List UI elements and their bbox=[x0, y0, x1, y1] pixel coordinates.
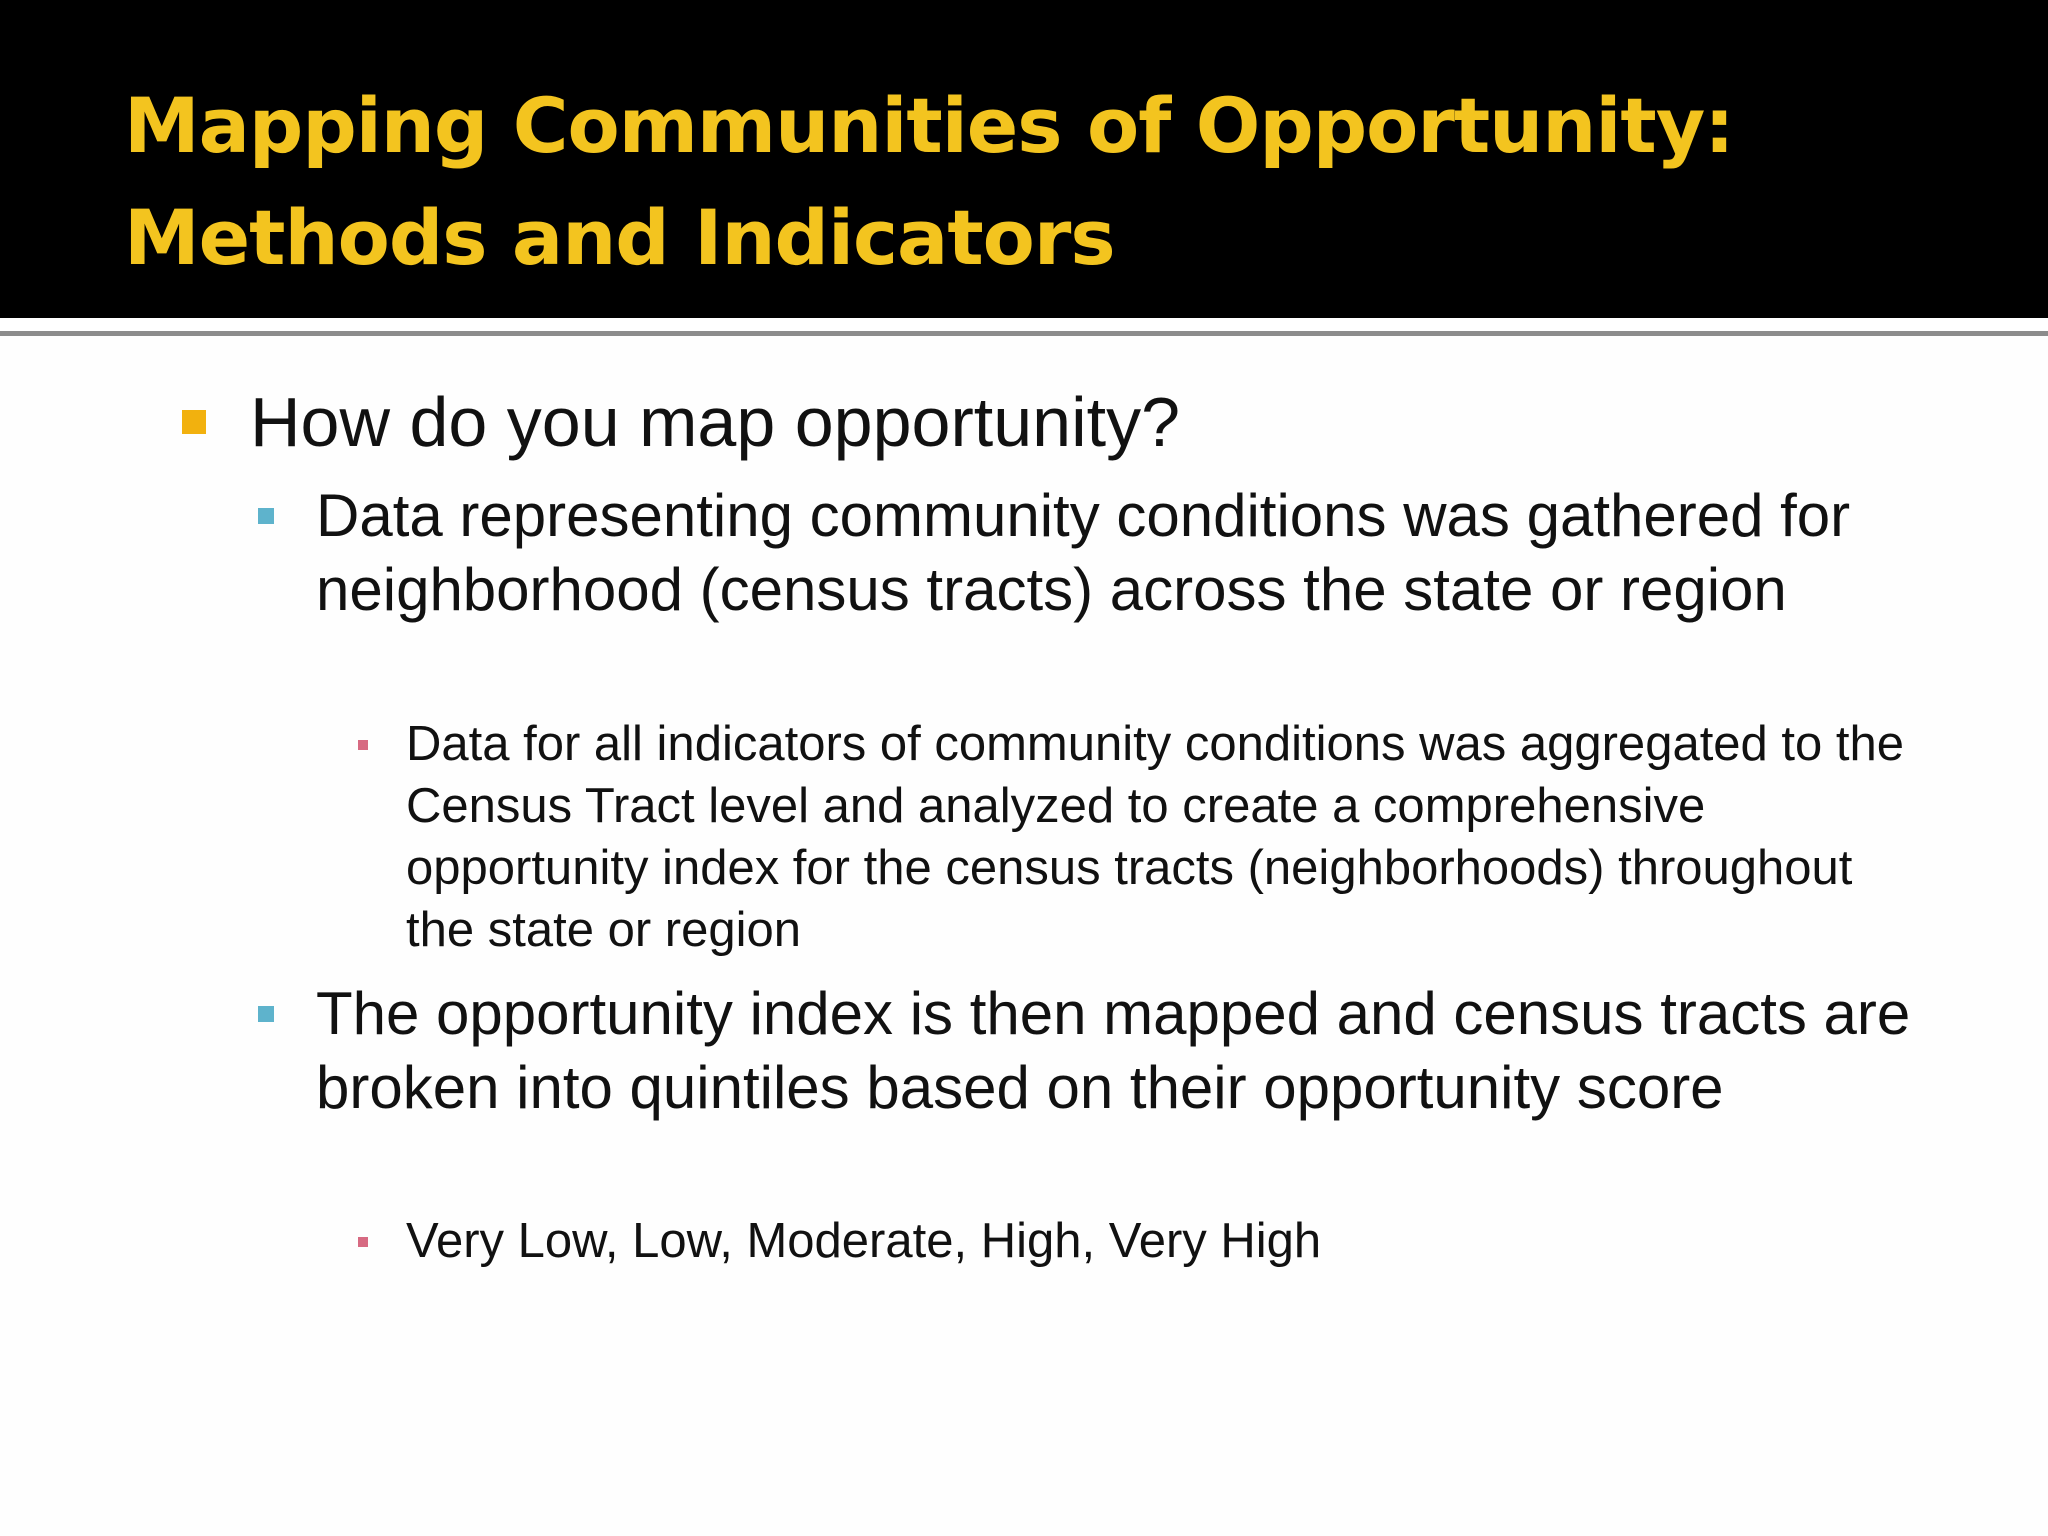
bullet-level-3-item bbox=[406, 713, 1906, 961]
square-bullet-icon bbox=[258, 508, 274, 524]
bullet-text: Very Low, Low, Moderate, High, Very High bbox=[406, 1214, 1322, 1268]
square-bullet-icon bbox=[258, 1006, 274, 1022]
bullet-level-1-item bbox=[250, 374, 1180, 470]
square-bullet-icon bbox=[358, 740, 368, 750]
bullet-level-2-item bbox=[316, 479, 1916, 627]
bullet-text: The opportunity index is then mapped and census tracts are broken into quintiles based on their opportunity score bbox=[316, 980, 1911, 1121]
bullet-text: How do you map opportunity? bbox=[250, 383, 1180, 461]
bullet-text: Data for all indicators of community conditions was aggregated to the Census Tract level and analyzed to create a comprehensive opportunity index for the census tracts (neighborhoods) throughout the state or region bbox=[406, 717, 1905, 957]
bullet-level-2-item bbox=[316, 977, 1916, 1125]
bullet-text: Data representing community conditions was gathered for neighborhood (census tracts) across the state or region bbox=[316, 482, 1851, 623]
bullet-level-3-item bbox=[406, 1210, 1906, 1272]
square-bullet-icon bbox=[358, 1237, 368, 1247]
square-bullet-icon bbox=[182, 410, 206, 434]
slide-title-line-1: Mapping Communities of Opportunity: bbox=[124, 81, 1734, 170]
slide-title-line-2: Methods and Indicators bbox=[124, 193, 1115, 282]
